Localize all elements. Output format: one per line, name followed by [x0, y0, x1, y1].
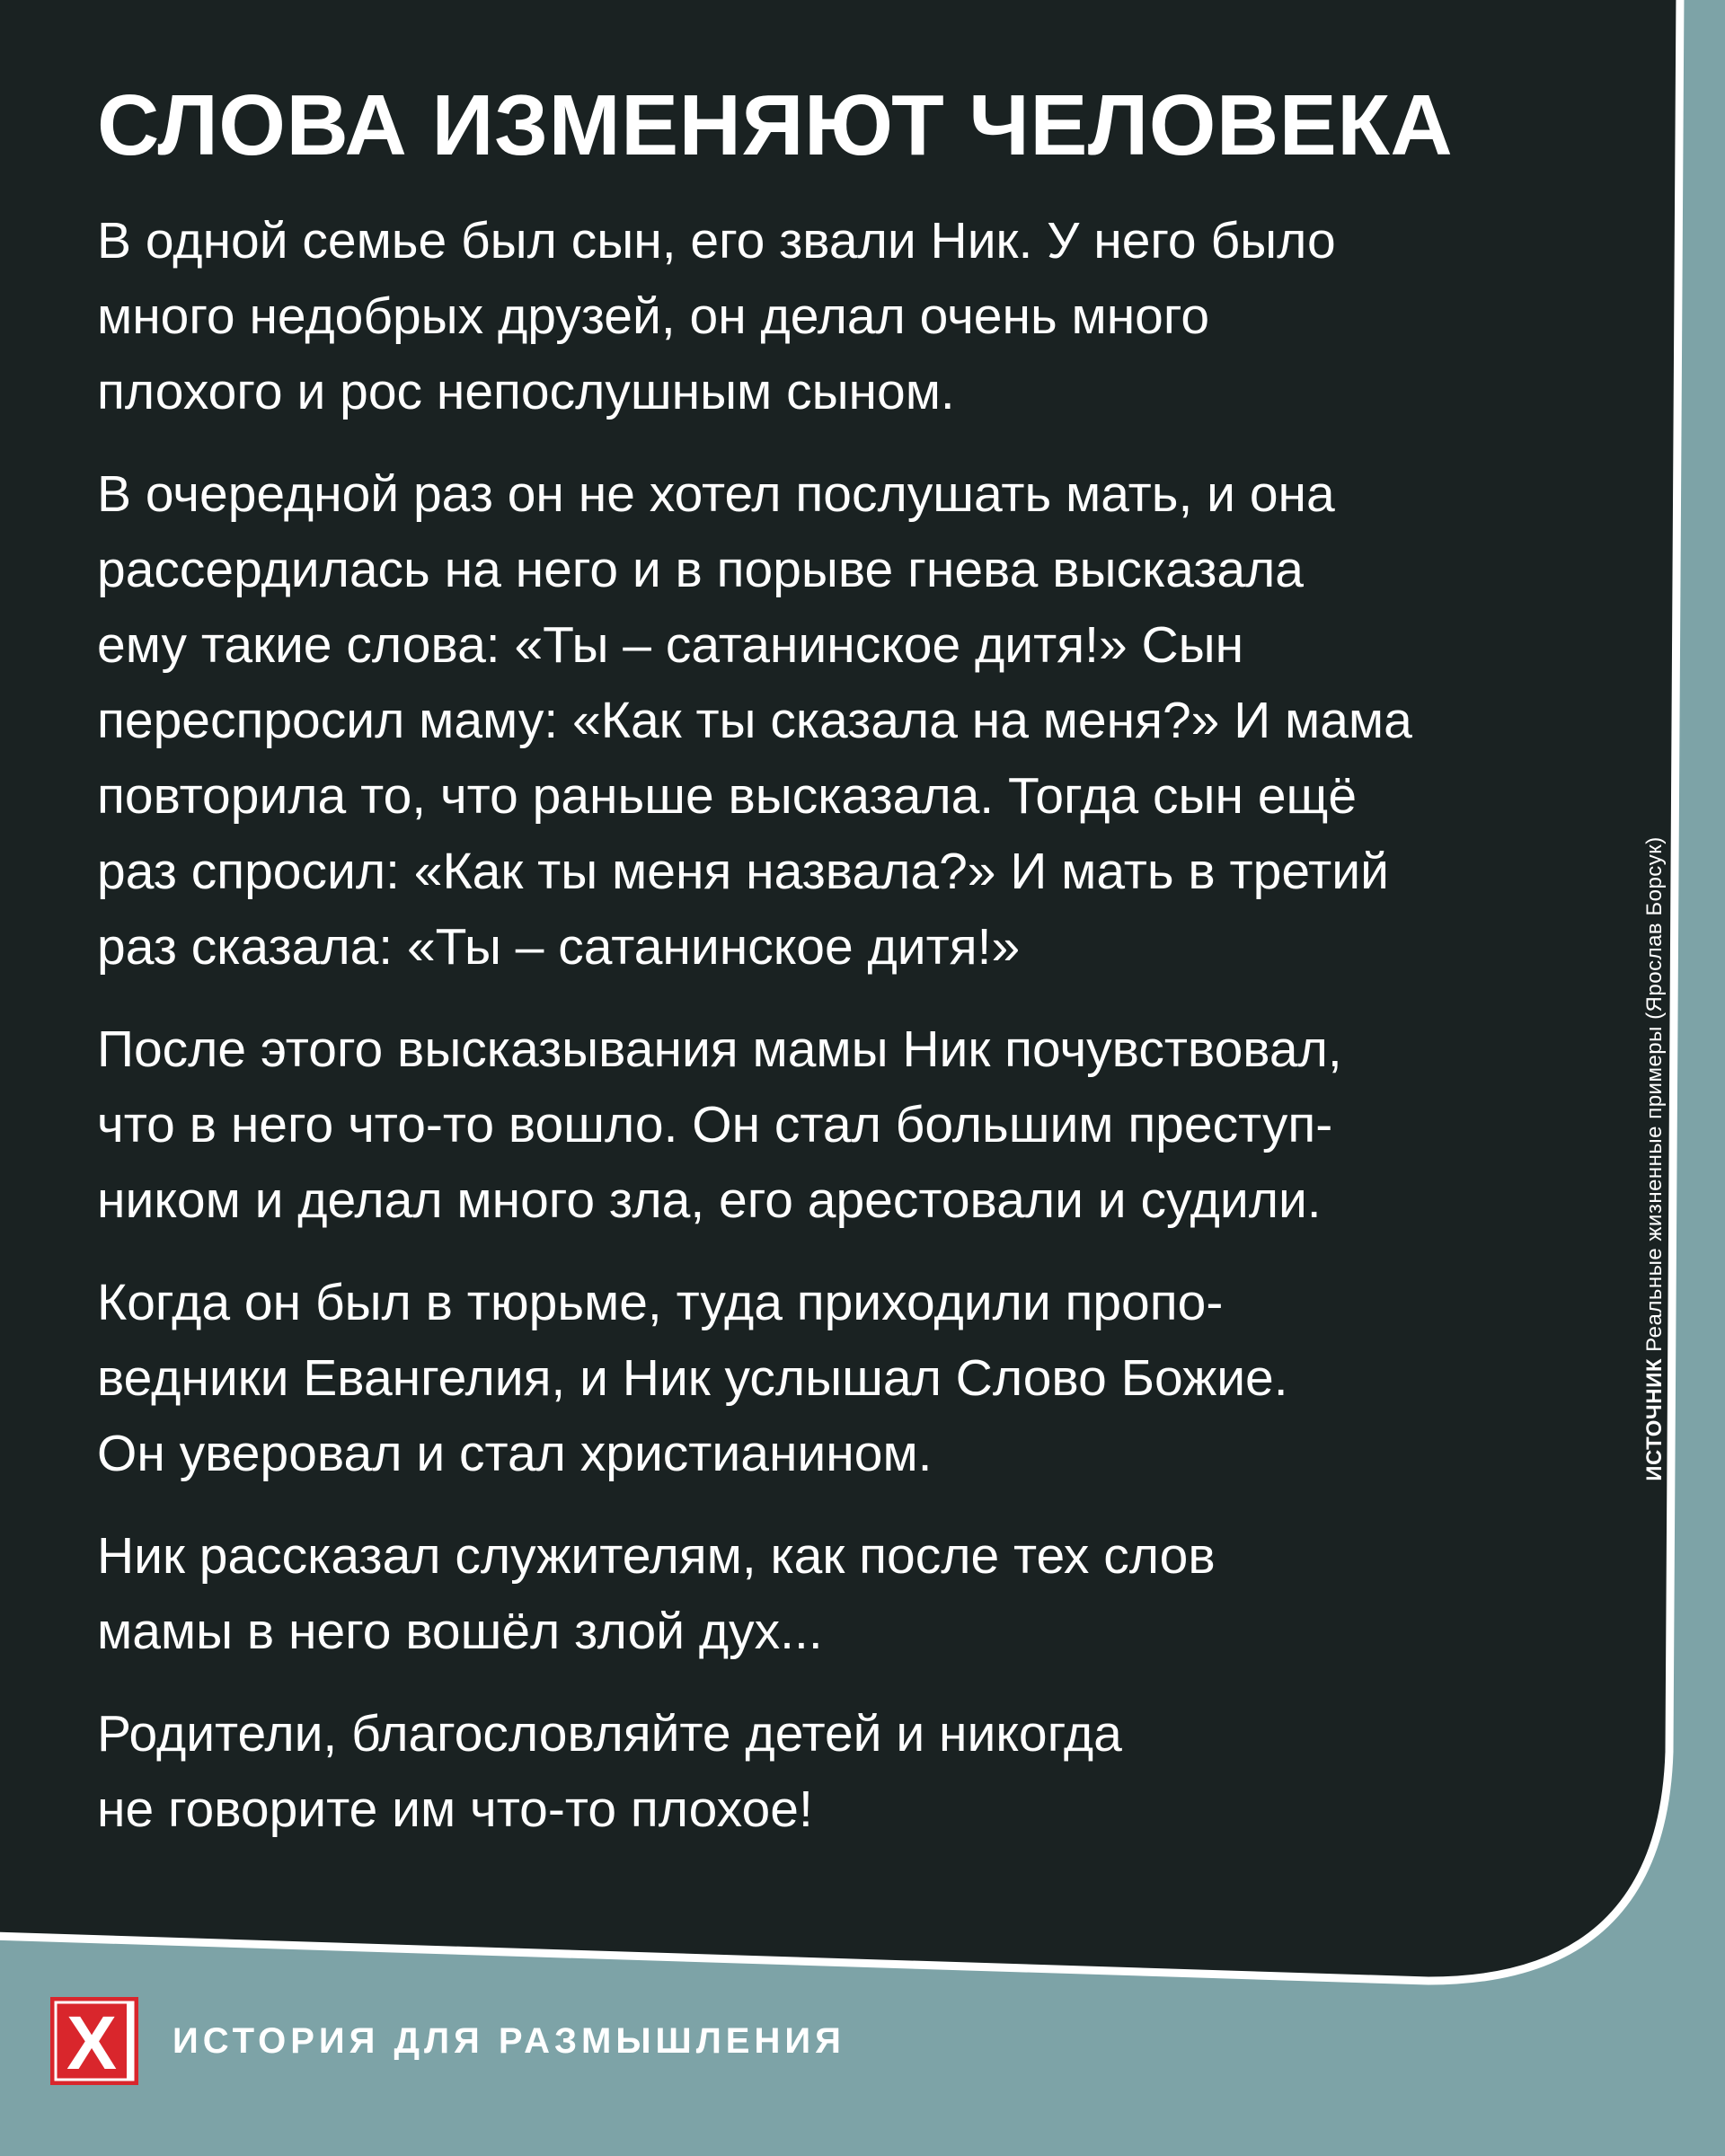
story-paragraph: После этого высказывания мамы Ник почувствовал, что в него что-то вошло. Он стал большим преступ- ником и делал много зла, его арестовали и судили.	[97, 1021, 1342, 1229]
story-paragraph: В одной семье был сын, его звали Ник. У него было много недобрых друзей, он делал очень много плохого и рос непослушным сыном.	[97, 212, 1336, 420]
series-title: ИСТОРИЯ ДЛЯ РАЗМЫШЛЕНИЯ	[172, 2021, 845, 2061]
story-text	[97, 203, 1606, 1847]
x-logo-icon	[50, 1997, 138, 2085]
story-paragraph: Родители, благословляйте детей и никогда не говорите им что-то плохое!	[97, 1705, 1122, 1838]
page-title: СЛОВА ИЗМЕНЯЮТ ЧЕЛОВЕКА	[97, 77, 1454, 173]
source-credit	[1642, 836, 1668, 1481]
source-label: ИСТОЧНИК	[1642, 1357, 1667, 1481]
story-paragraph: Когда он был в тюрьме, туда приходили пропо- ведники Евангелия, и Ник услышал Слово Божие. Он уверовал и стал христианином.	[97, 1274, 1288, 1482]
story-paragraph: Ник рассказал служителям, как после тех слов мамы в него вошёл злой дух...	[97, 1527, 1216, 1660]
logo-letter: X	[66, 2001, 118, 2085]
source-text: Реальные жизненные примеры (Ярослав Борсук)	[1642, 836, 1667, 1352]
story-paragraph: В очередной раз он не хотел послушать мать, и она рассердилась на него и в порыве гнева высказала ему такие слова: «Ты – сатанинское дитя!» Сын переспросил маму: «Как ты сказала на меня?» И мама повторила то, что раньше высказала. Тогда сын ещё раз спросил: «Как ты меня назвала?» И мать в третий раз сказала: «Ты – сатанинское дитя!»	[97, 465, 1412, 976]
